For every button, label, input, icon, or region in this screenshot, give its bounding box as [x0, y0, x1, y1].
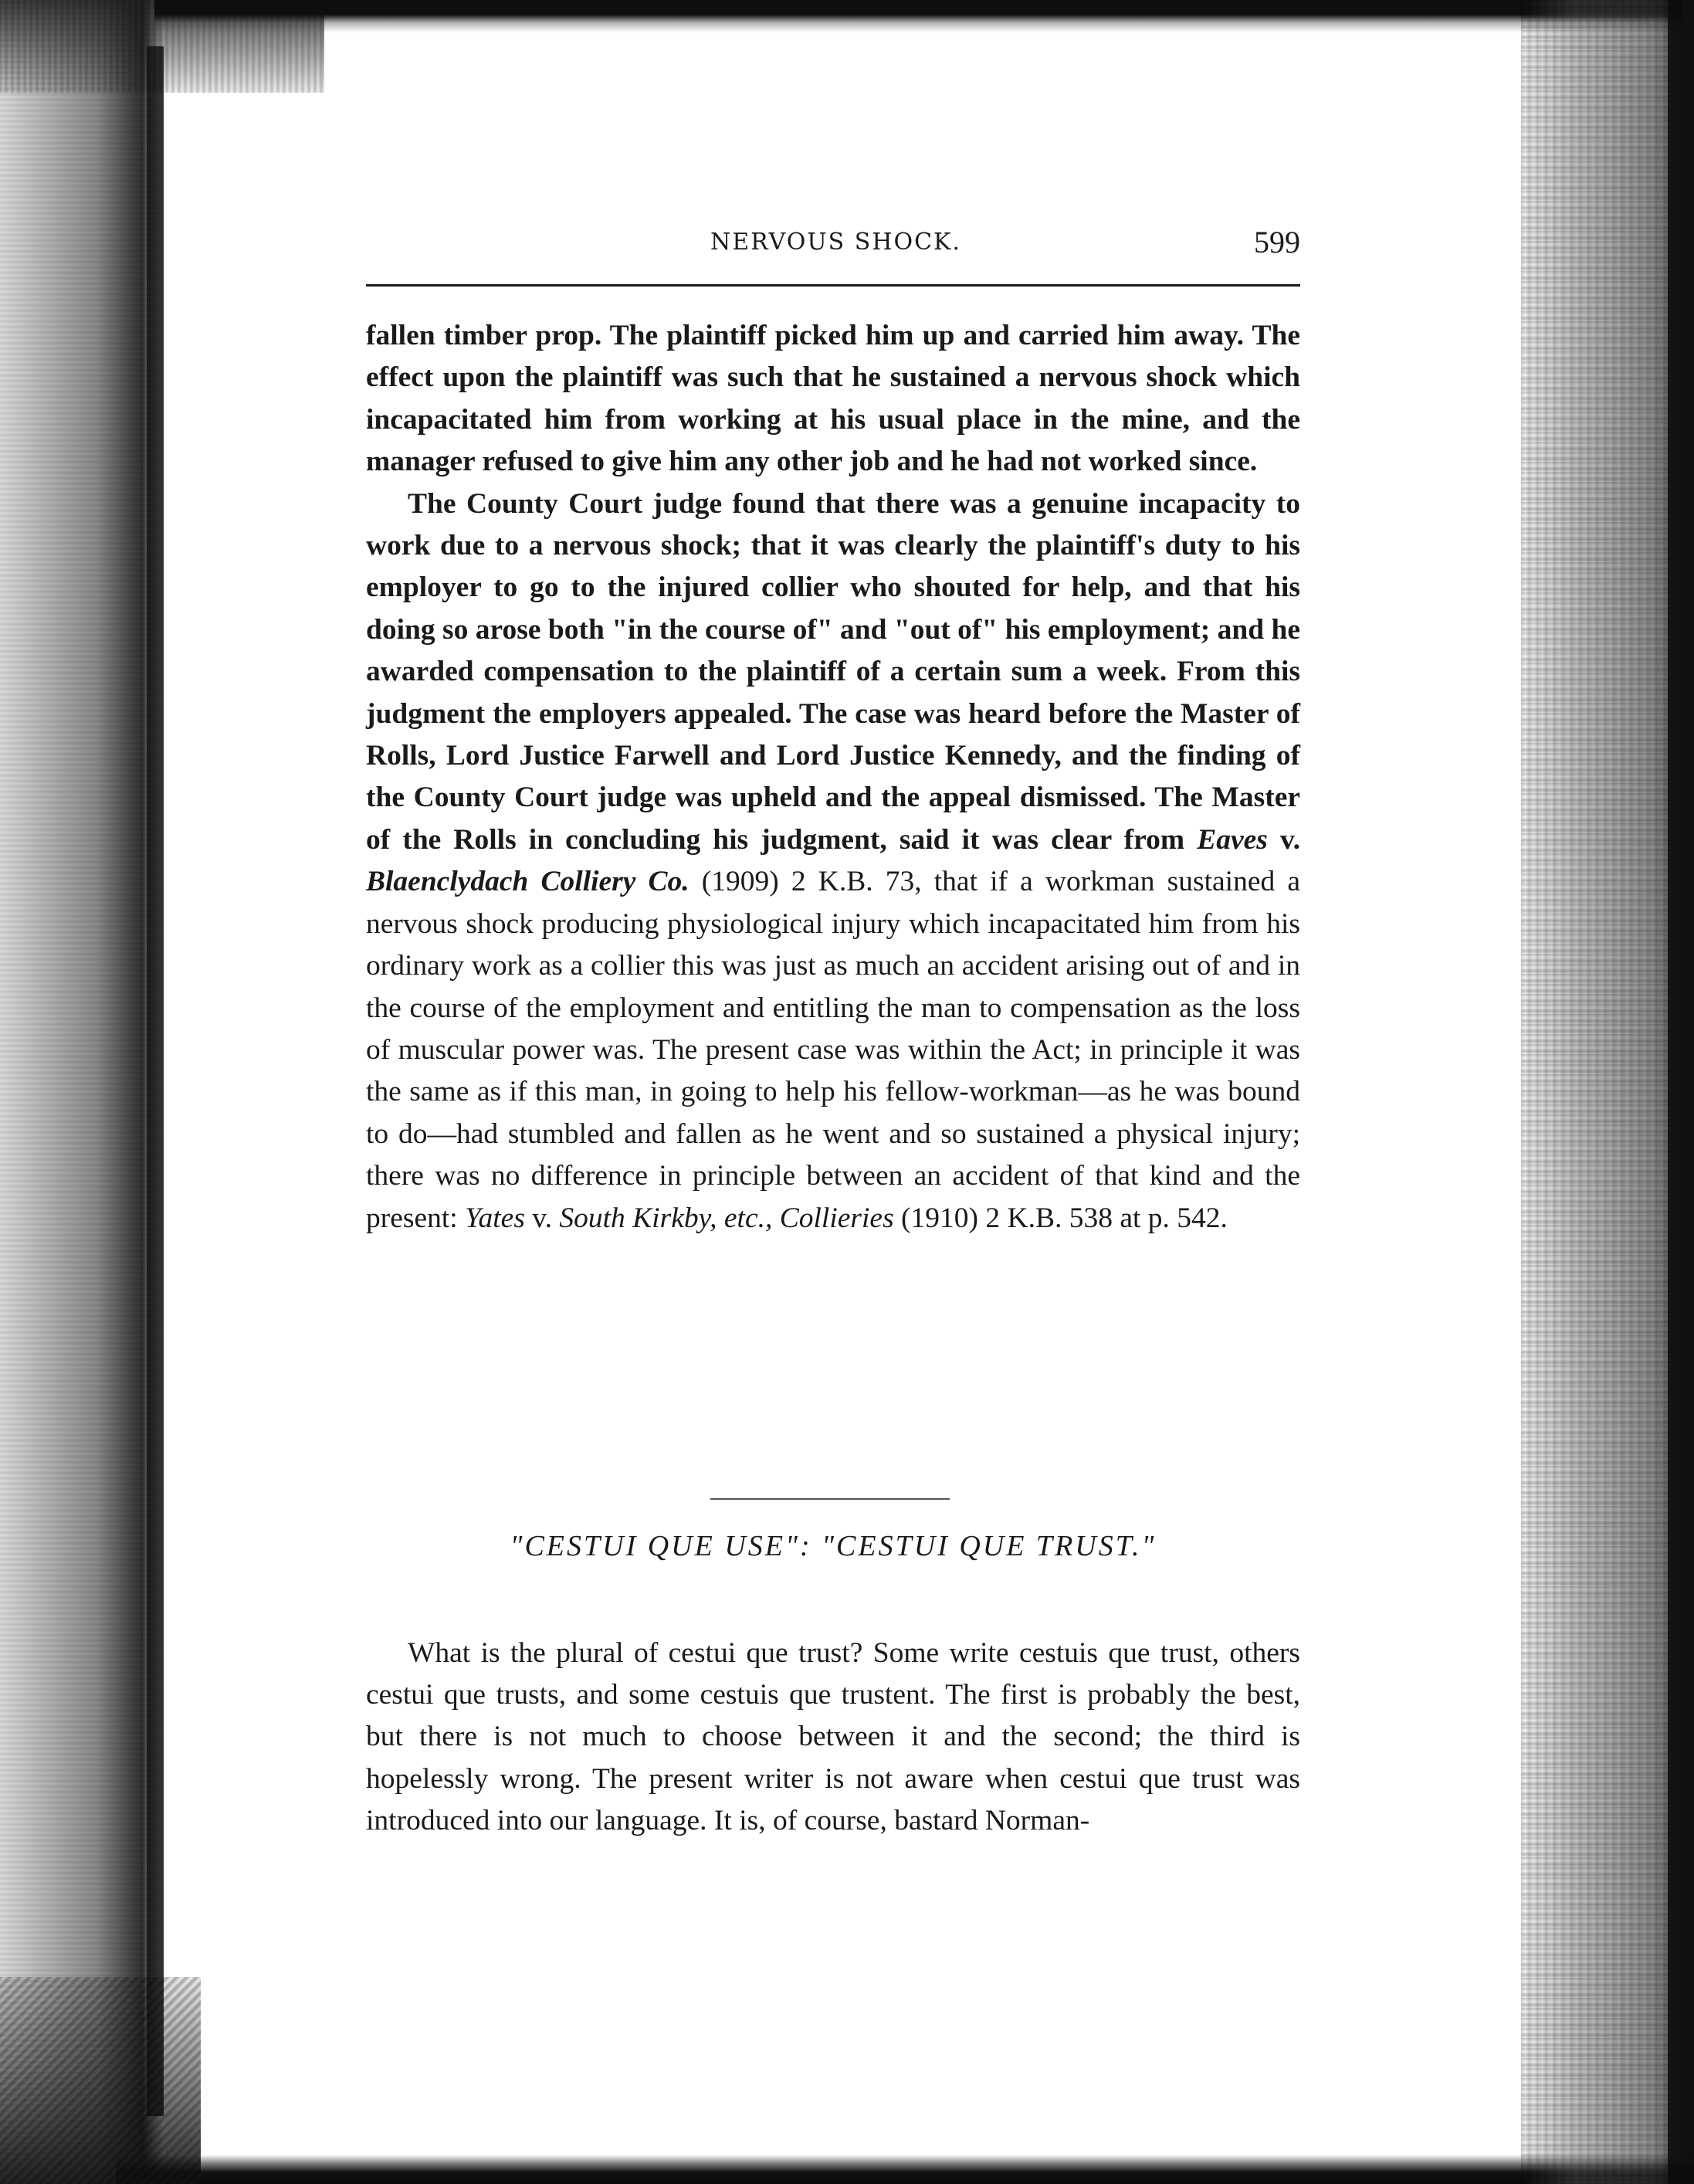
- running-title: NERVOUS SHOCK.: [710, 229, 961, 256]
- page-number: 599: [1254, 225, 1300, 259]
- scan-shadow-left: [0, 0, 162, 2184]
- case-citation-eaves: Eaves: [1197, 823, 1268, 856]
- scan-shadow-bottom-left: [0, 1977, 201, 2184]
- scan-shadow-bottom: [116, 2155, 1694, 2184]
- section-heading: "CESTUI QUE USE": "CESTUI QUE TRUST.": [510, 1530, 1157, 1562]
- article-body: [366, 315, 1300, 1240]
- scan-shadow-right: [1668, 0, 1694, 2184]
- book-page: [366, 224, 1300, 1837]
- scan-shadow-top: [154, 0, 1683, 32]
- paragraph-2-text-a: The County Court judge found that there was a genuine incapacity to work due to a nervous shock; that it was clearly the plaintiff's duty to his employer to go to the injured collier who shouted for help, and that his doing so arose both "in the course of" and "out of" his employment; and he awarded compensation to the plaintiff of a certain sum a week. From this judgment the employers appealed. The case was heard before the Master of Rolls, Lord Justice Farwell and Lord Justice Kennedy, and the finding of the County Court judge was upheld and the appeal dismissed. The Master of the Rolls in concluding his judgment, said it was clear from: [366, 487, 1300, 856]
- paragraph-2-text-b: (1909) 2 K.B. 73, that if a workman sustained a nervous shock producing physiological injury which incapacitated him from his ordinary work as a collier this was just as much an accident arising out of and in the course of the employment and entitling the man to compensation as the loss of muscular power was. The present case was within the Act; in principle it was the same as if this man, in going to help his fellow-workman—as he was bound to do—had stumbled and fallen as he went and so sustained a physical injury; there was no difference in principle between an accident of that kind and the present:: [366, 866, 1300, 1234]
- running-head: [366, 224, 1300, 270]
- case-citation-v-2: v.: [524, 1202, 560, 1234]
- paragraph-2-text-c: (1910) 2 K.B. 538 at p. 542.: [893, 1202, 1228, 1234]
- scan-binding-edge: [147, 46, 164, 2116]
- section-divider: [710, 1498, 950, 1500]
- paragraph-2: [366, 483, 1300, 1240]
- case-citation-v: v.: [1267, 823, 1300, 856]
- case-citation-yates: Yates: [465, 1202, 525, 1234]
- header-rule: [366, 284, 1300, 287]
- paragraph-1: fallen timber prop. The plaintiff picked him up and carried him away. The effect upon the plaintiff was such that he sustained a nervous shock which incapacitated him from working at his usual place in the mine, and the manager refused to give him any other job and he had not worked since.: [366, 320, 1300, 478]
- case-citation-south-kirkby: South Kirkby, etc., Collieries: [559, 1202, 894, 1234]
- paragraph-3: What is the plural of cestui que trust? Some write cestuis que trust, others cestui que trusts, and some cestuis que trustent. The first is probably the best, but there is not much to choose between it and the second; the third is hopelessly wrong. The present writer is not aware when cestui que trust was introduced into our language. It is, of course, bastard Norman-: [366, 1636, 1300, 1837]
- case-citation-blaenclydach: Blaenclydach Colliery Co.: [366, 866, 689, 898]
